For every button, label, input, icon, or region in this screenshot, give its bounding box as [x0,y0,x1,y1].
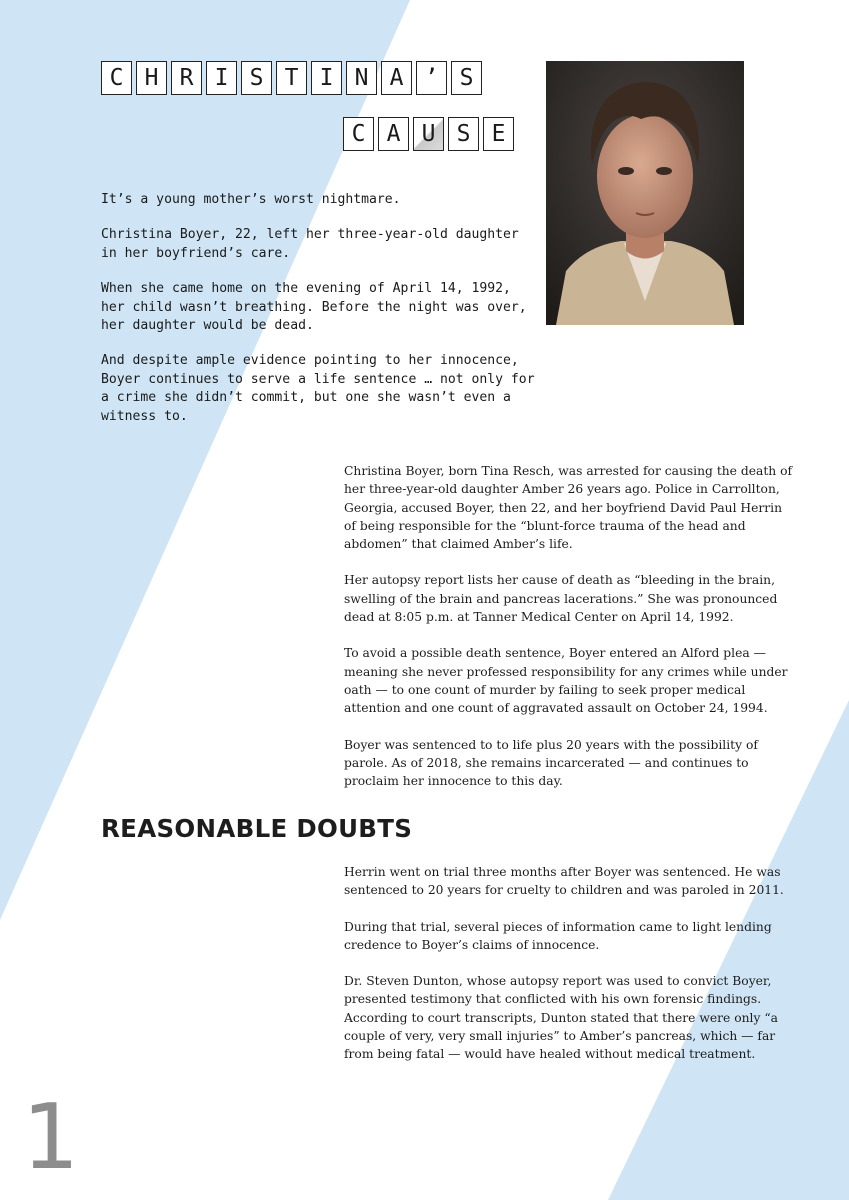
body-paragraph: Boyer was sentenced to to life plus 20 years with the possibility of parole. As of 2018, she remains incarcerated — and continues to proclaim her innocence to this day. [344,737,758,789]
intro-paragraph: And despite ample evidence pointing to her innocence, Boyer continues to serve a life sentence … not only for a crime she didn’t commit, but one she wasn’t even a witness to. [101,353,535,424]
title-letter-tile-shaded: U [413,117,444,151]
body-text-top [344,462,794,808]
title-letter-tile: S [448,117,479,151]
title-letter-tile: R [171,61,202,95]
body-paragraph: Dr. Steven Dunton, whose autopsy report was used to convict Boyer, presented testimony that conflicted with his own forensic findings. According to court transcripts, Dunton stated that there were only “a couple of very, very small injuries” to Amber’s pancreas, which — far from being fatal — would have healed without medical treatment. [344,974,778,1062]
portrait-photo [546,61,744,325]
body-paragraph: During that trial, several pieces of information came to light lending credence to Boyer’s claims of innocence. [344,919,772,952]
intro-paragraph: When she came home on the evening of April 14, 1992, her child wasn’t breathing. Before the night was over, her daughter would be dead. [101,281,527,334]
title-letter-tile: I [311,61,342,95]
title-letter-tile: I [206,61,237,95]
intro-paragraph: Christina Boyer, 22, left her three-year-old daughter in her boyfriend’s care. [101,227,519,261]
title-letter-tile: N [346,61,377,95]
title-line-1 [101,61,482,95]
title-letter-tile: H [136,61,167,95]
title-letter-tile: A [378,117,409,151]
body-paragraph: Her autopsy report lists her cause of death as “bleeding in the brain, swelling of the brain and pancreas lacerations.” She was pronounced dead at 8:05 p.m. at Tanner Medical Center on April 14, 1992. [344,573,778,625]
page-number: 1 [22,1085,80,1190]
intro-paragraph: It’s a young mother’s worst nightmare. [101,192,401,207]
body-text-bottom [344,863,794,1082]
title-letter-tile: C [343,117,374,151]
section-heading: REASONABLE DOUBTS [101,814,413,843]
title-letter-tile: ’ [416,61,447,95]
body-paragraph: Herrin went on trial three months after Boyer was sentenced. He was sentenced to 20 years for cruelty to children and was paroled in 2011. [344,865,784,898]
title-letter-tile: T [276,61,307,95]
title-letter-tile: S [451,61,482,95]
body-paragraph: To avoid a possible death sentence, Boyer entered an Alford plea — meaning she never professed responsibility for any crimes while under oath — to one count of murder by failing to seek proper medical attention and one count of aggravated assault on October 24, 1994. [344,646,788,716]
title-letter-tile: S [241,61,272,95]
title-letter-tile: C [101,61,132,95]
intro-text [101,191,541,443]
body-paragraph: Christina Boyer, born Tina Resch, was arrested for causing the death of her three-year-old daughter Amber 26 years ago. Police in Carrollton, Georgia, accused Boyer, then 22, and her boyfriend David Paul Herrin of being responsible for the “blunt-force trauma of the head and abdomen” that claimed Amber’s life. [344,464,793,552]
title-line-2 [343,117,514,151]
title-letter-tile: A [381,61,412,95]
title-letter-tile: E [483,117,514,151]
